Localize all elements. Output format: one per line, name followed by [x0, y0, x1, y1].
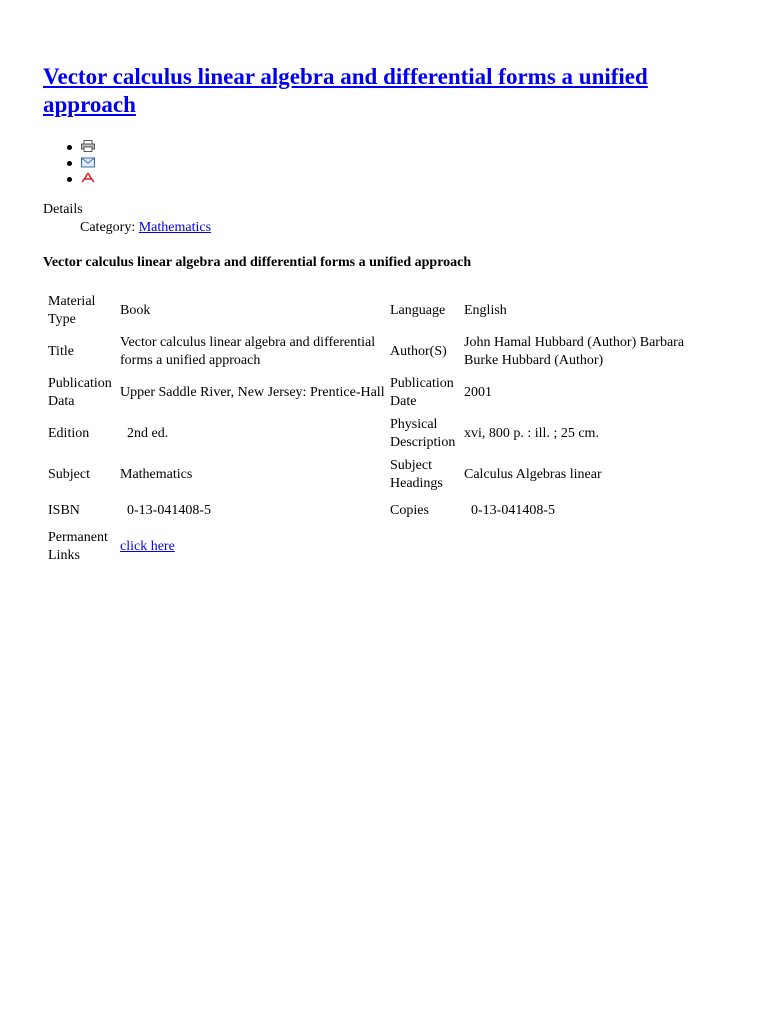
empty-value — [462, 526, 706, 567]
print-icon[interactable] — [81, 140, 95, 152]
table-row — [46, 526, 706, 567]
copies-key: Copies — [390, 502, 429, 518]
isbn-value: 0-13-041408-5 — [120, 502, 211, 518]
table-row — [46, 372, 706, 413]
email-icon[interactable] — [81, 156, 95, 168]
category-line — [80, 219, 211, 237]
publication-data-key: Publication Data — [48, 375, 112, 409]
publication-date-key: Publication Date — [390, 375, 454, 409]
subject-key: Subject — [48, 466, 90, 482]
table-row — [46, 413, 706, 454]
book-info-table — [46, 290, 706, 567]
physical-description-key: Physical Description — [390, 416, 456, 450]
authors-value: John Hamal Hubbard (Author) Barbara Burke Hubbard (Author) — [464, 334, 685, 368]
permanent-links-value — [118, 526, 388, 567]
edition-key: Edition — [48, 425, 90, 441]
article-icons-list — [43, 138, 95, 186]
physical-description-value: xvi, 800 p. : ill. ; 25 cm. — [464, 425, 599, 441]
category-link[interactable]: Mathematics — [138, 220, 212, 235]
category-label: Category: — [80, 220, 139, 235]
table-row — [46, 495, 706, 526]
page-title-link[interactable]: Vector calculus linear algebra and differential forms a unified approach — [43, 64, 648, 117]
material-type-key: Material Type — [48, 293, 96, 327]
page-title — [43, 63, 683, 119]
isbn-key: ISBN — [48, 502, 80, 518]
language-key: Language — [390, 302, 446, 318]
pdf-list-item — [43, 170, 95, 186]
print-list-item — [43, 138, 95, 154]
permanent-links-key: Permanent Links — [48, 529, 108, 563]
email-list-item — [43, 154, 95, 170]
publication-data-value: Upper Saddle River, New Jersey: Prentice-Hall — [120, 384, 385, 400]
subject-headings-value: Calculus Algebras linear — [464, 466, 602, 482]
item-heading: Vector calculus linear algebra and differential forms a unified approach — [43, 255, 472, 270]
publication-date-value: 2001 — [464, 384, 492, 400]
language-value: English — [464, 302, 507, 318]
empty-key — [388, 526, 462, 567]
details-label: Details — [43, 202, 83, 217]
edition-value: 2nd ed. — [120, 425, 169, 441]
permanent-link[interactable]: click here — [120, 538, 175, 554]
material-type-value: Book — [120, 302, 151, 318]
authors-key: Author(S) — [390, 343, 447, 359]
table-row — [46, 454, 706, 495]
copies-value: 0-13-041408-5 — [464, 502, 555, 518]
pdf-icon[interactable] — [81, 172, 95, 184]
title-value: Vector calculus linear algebra and differential forms a unified approach — [120, 334, 376, 368]
subject-headings-key: Subject Headings — [390, 457, 443, 491]
subject-value: Mathematics — [120, 466, 193, 482]
table-row — [46, 331, 706, 372]
title-key: Title — [48, 343, 74, 359]
table-row — [46, 290, 706, 331]
